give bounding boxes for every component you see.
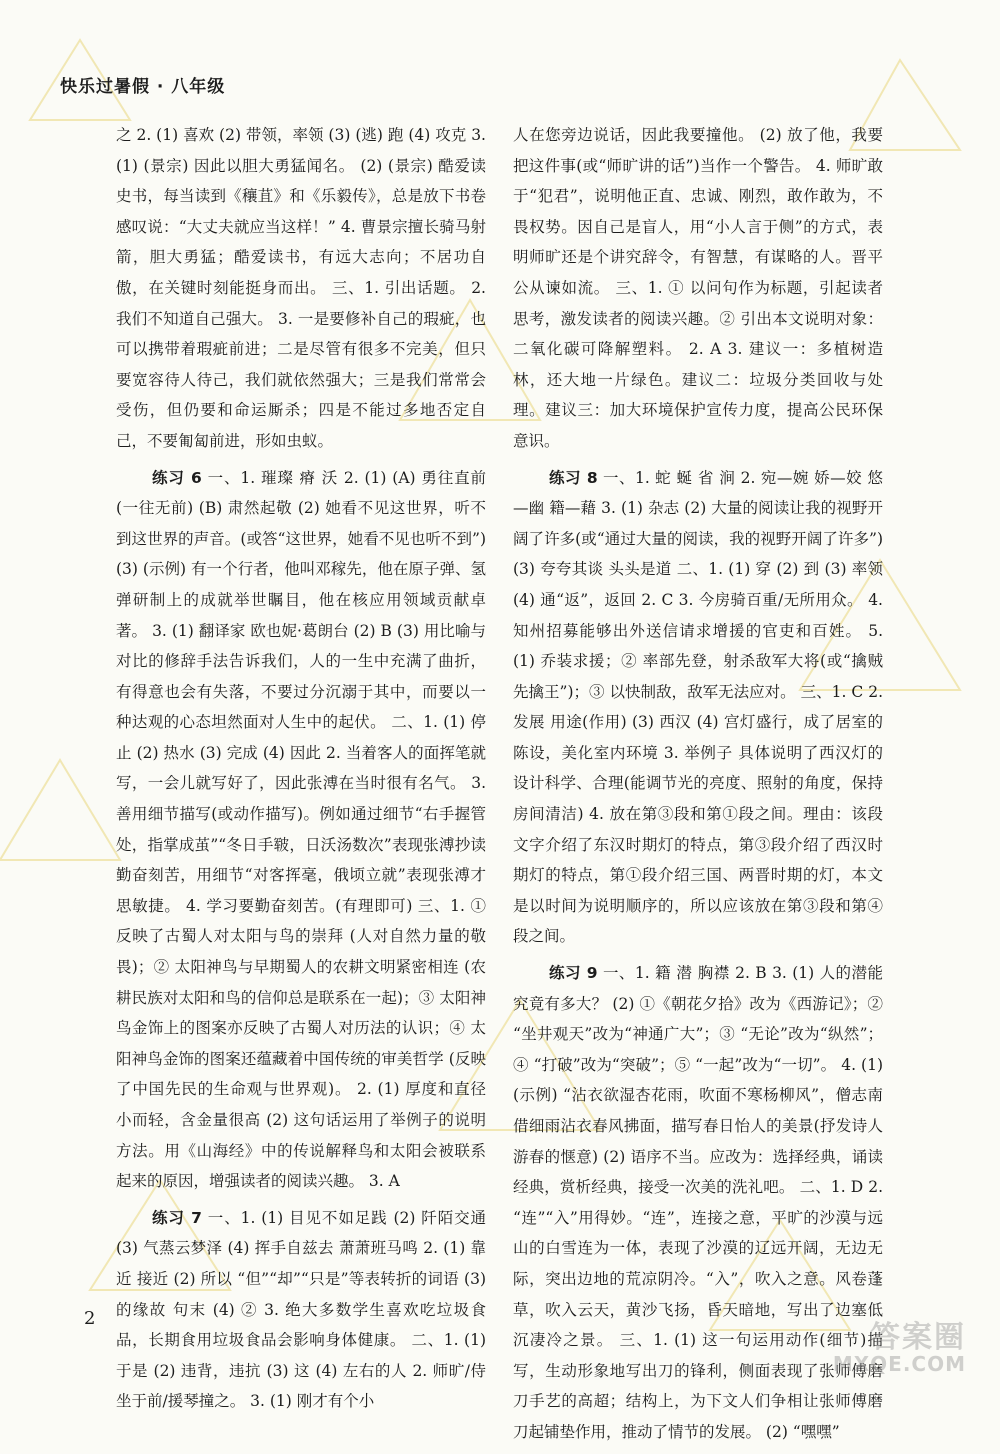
answer-text: 一、1. 蛇 蜒 省 涧 2. 宛—婉 娇—姣 悠—幽 籍—藉 3. (1) 杂志 (2) 大量的阅读让我的视野开阔了许多(或“通过大量的阅读，我的视野开阔了许多”) (3) 夸夸其谈 头头是道 二、1. (1) 穿 (2) 到 (3) 率领 (4) 通“返”，返回 2. C 3. 今房骑百重/无所用众。 4. 知州招募能够出外送信请求增援的官吏和百姓。 5. (1) 乔装求援；② 率部先登，射杀敌军大将(或“擒贼先擒王”)；③ 以快制敌，敌军无法应对。 三、1. C 2. 发展 用途(作用) (3) 西汉 (4) 宫灯盛行，成了居室的陈设，美化室内环境 3. 举例子 具体说明了西汉灯的设计科学、合理(能调节光的亮度、照射的角度，保持房间清洁) 4. 放在第③段和第①段之间。理由：该段文字介绍了东汉时期灯的特点，第③段介绍了西汉时期灯的特点，第①段介绍三国、两晋时期的灯，本文是以时间为说明顺序的，所以应该放在第③段和第④段之间。 bbox=[513, 468, 883, 946]
page-number: 2 bbox=[84, 1308, 96, 1329]
exercise-label: 练习 7 bbox=[152, 1208, 202, 1227]
exercise-label: 练习 6 bbox=[152, 468, 202, 487]
answer-text: 一、1. 璀璨 瘠 沃 2. (1) (A) 勇往直前 (一往无前) (B) 肃然起敬 (2) 她看不见这世界，听不到这世界的声音。(或答“这世界，她看不见也听不到”) (3) (示例) 有一个行者，他叫邓稼先，他在原子弹、氢弹研制上的成就举世瞩目，他在核应用领域贡献卓著。 3. (1) 翻译家 欧也妮·葛朗台 (2) B (3) 用比喻与对比的修辞手法告诉我们，人的一生中充满了曲折，有得意也会有失落，不要过分沉溺于其中，而要以一种达观的心态坦然面对人生中的起伏。 二、1. (1) 停止 (2) 热水 (3) 完成 (4) 因此 2. 当着客人的面挥笔就写，一会儿就写好了，因此张溥在当时很有名气。 3. 善用细节描写(或动作描写)。例如通过细节“右手握管处，指掌成茧”“冬日手皲，日沃汤数次”表现张溥抄读勤奋刻苦，用细节“对客挥毫，俄顷立就”表现张溥才思敏捷。 4. 学习要勤奋刻苦。(有理即可) 三、1. ① 反映了古蜀人对太阳与鸟的崇拜 (人对自然力量的敬畏)；② 太阳神鸟与早期蜀人的农耕文明紧密相连 (农耕民族对太阳和鸟的信仰总是联系在一起)；③ 太阳神鸟金饰上的图案亦反映了古蜀人对历法的认识；④ 太阳神鸟金饰的图案还蕴藏着中国传统的审美哲学 (反映了中国先民的生命观与世界观)。 2. (1) 厚度和直径 小而轻，含金量很高 (2) 这句话运用了举例子的说明方法。用《山海经》中的传说解释鸟和太阳会被联系起来的原因，增强读者的阅读兴趣。 3. A bbox=[116, 468, 486, 1191]
right-column bbox=[513, 120, 883, 1454]
answer-block bbox=[116, 1203, 486, 1417]
answer-block bbox=[116, 463, 486, 1197]
left-column bbox=[116, 120, 486, 1423]
answer-text: 一、1. (1) 目见不如足践 (2) 阡陌交通 (3) 气蒸云梦泽 (4) 挥手自兹去 萧萧班马鸣 2. (1) 靠近 接近 (2) 所以 “但”“却”“只是”等表转折的词语 (3) 的缘故 句末 (4) ② 3. 绝大多数学生喜欢吃垃圾食品，长期食用垃圾食品会影响身体健康。 二、1. (1) 于是 (2) 违背，违抗 (3) 这 (4) 左右的人 2. 师旷/侍坐于前/援琴撞之。 3. (1) 刚才有个小 bbox=[116, 1208, 486, 1411]
running-header: 快乐过暑假 · 八年级 bbox=[60, 77, 226, 97]
answer-text: 一、1. 籍 潜 胸襟 2. B 3. (1) 人的潜能究竟有多大？ (2) ①《朝花夕拾》改为《西游记》；② “坐井观天”改为“神通广大”；③ “无论”改为“纵然”；④ “打破”改为“突破”；⑤ “一起”改为“一切”。 4. (1) (示例) “沾衣欲湿杏花雨，吹面不寒杨柳风”，僧志南借细雨沾衣春风拂面，描写春日怡人的美景(抒发诗人游春的惬意) (2) 语序不当。应改为：选择经典，诵读经典，赏析经典，接受一次美的洗礼吧。 二、1. D 2. “连”“入”用得妙。“连”，连接之意，平旷的沙漠与远山的白雪连为一体，表现了沙漠的辽远开阔，无边无际，突出边地的荒凉阴冷。“入”，吹入之意。风卷蓬草，吹入云天，黄沙飞扬，昏天暗地，写出了边塞低沉凄冷之景。 三、1. (1) 这一句运用动作(细节)描写，生动形象地写出刀的锋利，侧面表现了张师傅磨刀手艺的高超；结构上，为下文人们争相让张师傅磨刀起铺垫作用，推动了情节的发展。 (2) “嘿嘿” bbox=[513, 964, 883, 1441]
watermark-logo: 答案圈 bbox=[870, 1320, 966, 1355]
exercise-label: 练习 9 bbox=[549, 964, 598, 983]
watermark bbox=[766, 1312, 966, 1376]
answer-text: 人在您旁边说话，因此我要撞他。 (2) 放了他，我要把这件事(或“师旷讲的话”)当作一个警告。 4. 师旷敢于“犯君”，说明他正直、忠诚、刚烈，敢作敢为，不畏权势。因自己是盲人，用“小人言于侧”的方式，表明师旷还是个讲究辞令，有智慧，有谋略的人。晋平公从谏如流。 三、1. ① 以问句作为标题，引起读者思考，激发读者的阅读兴趣。② 引出本文说明对象：二氧化碳可降解塑料。 2. A 3. 建议一：多植树造林，还大地一片绿色。建议二：垃圾分类回收与处理。建议三：加大环境保护宣传力度，提高公民环保意识。 bbox=[513, 126, 883, 450]
answer-block bbox=[513, 120, 883, 457]
watermark-url: MXQE.COM bbox=[832, 1352, 966, 1376]
exercise-label: 练习 8 bbox=[549, 468, 598, 487]
answer-block bbox=[513, 463, 883, 953]
answer-text: 之 2. (1) 喜欢 (2) 带领，率领 (3) (逃) 跑 (4) 攻克 3. (1) (景宗) 因此以胆大勇猛闻名。 (2) (景宗) 酷爱读史书，每当读到《穰苴》和《乐毅传》，总是放下书卷感叹说：“大丈夫就应当这样！” 4. 曹景宗擅长骑马射箭，胆大勇猛；酷爱读书，有远大志向；不居功自傲，在关键时刻能挺身而出。 三、1. 引出话题。 2. 我们不知道自己强大。 3. 一是要修补自己的瑕疵，也可以携带着瑕疵前进；二是尽管有很多不完美，但只要宽容待人待己，我们就依然强大；三是我们常常会受伤，但仍要和命运厮杀；四是不能过多地否定自己，不要匍匐前进，形如虫蚁。 bbox=[116, 126, 486, 450]
answer-block bbox=[116, 120, 486, 457]
